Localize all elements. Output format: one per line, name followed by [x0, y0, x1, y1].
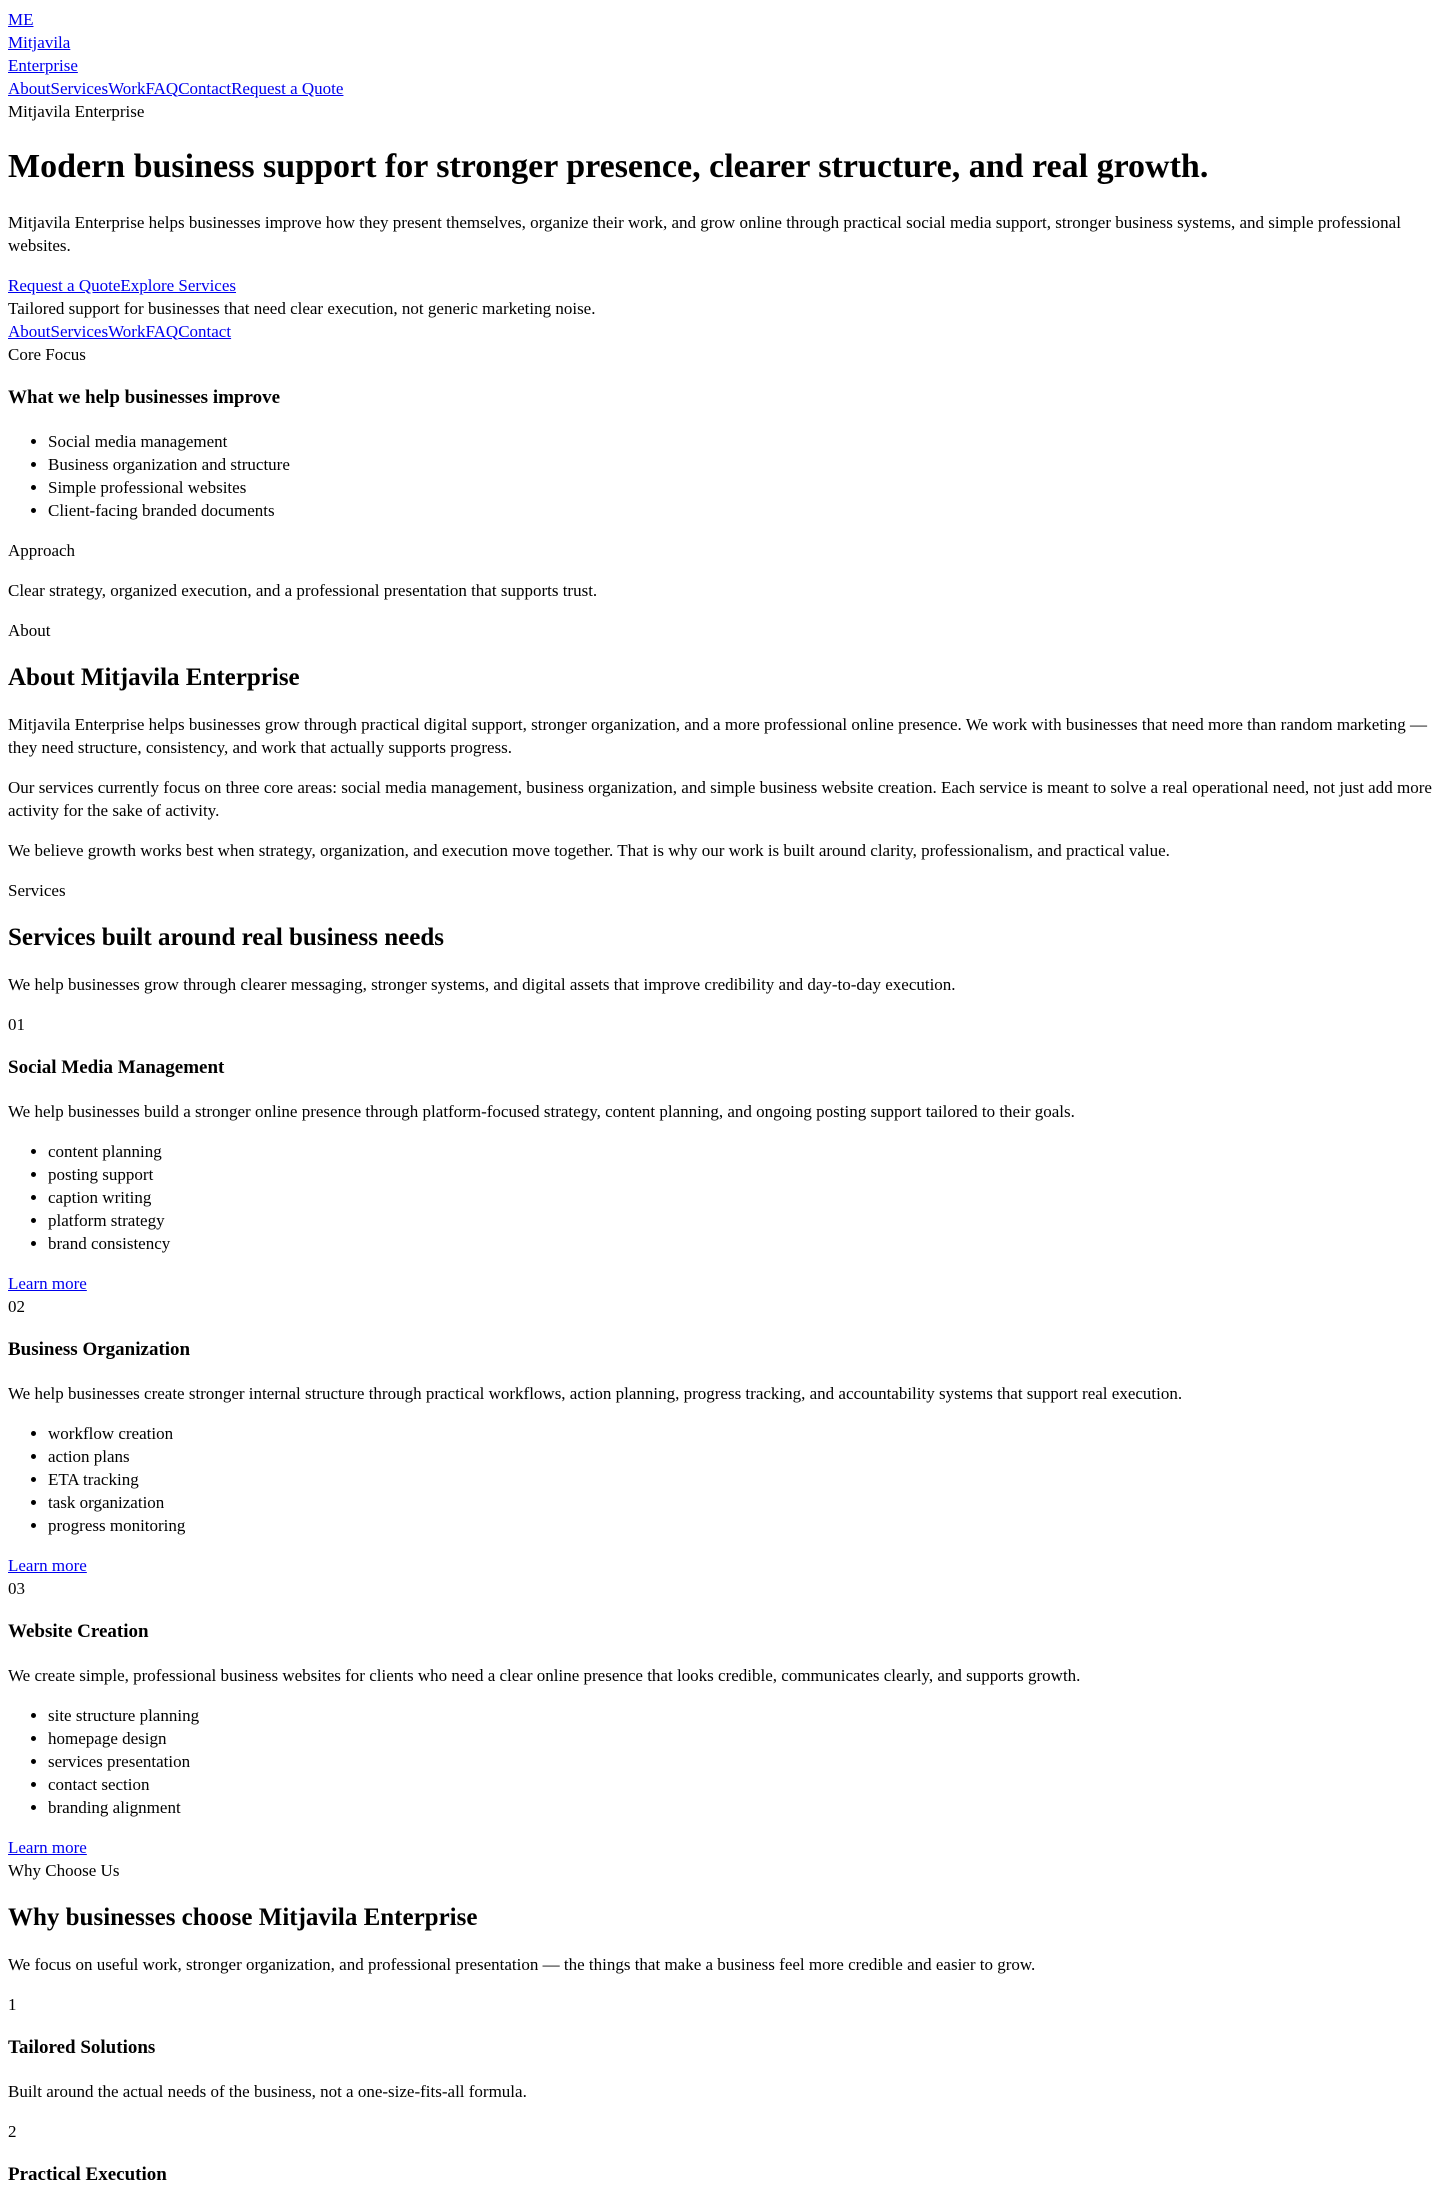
list-item: • Business organization and structure	[48, 453, 1432, 476]
why-item-title: Practical Execution	[8, 2164, 167, 2185]
list-item: • progress monitoring	[48, 1514, 1432, 1537]
why-label: Why Choose Us	[8, 1861, 120, 1880]
service-number: 01	[8, 1015, 25, 1034]
list-item: • posting support	[48, 1163, 1432, 1186]
nav-services[interactable]: Services	[50, 79, 109, 98]
why-number: 1	[8, 1995, 17, 2014]
service-text: We create simple, professional business websites for clients who need a clear online presence that looks credible, communicates clearly, and supports growth.	[8, 1666, 1081, 1685]
hero-title: Modern business support for stronger presence, clearer structure, and real growth.	[8, 148, 1209, 185]
service-card-business-organization	[8, 1295, 1432, 1577]
about-section	[8, 619, 1432, 862]
list-item: • task organization	[48, 1491, 1432, 1514]
core-focus-label: Core Focus	[8, 345, 86, 364]
list-item: • branding alignment	[48, 1796, 1432, 1819]
subnav-services[interactable]: Services	[50, 322, 109, 341]
service-number: 03	[8, 1579, 25, 1598]
hero-text: Mitjavila Enterprise helps businesses improve how they present themselves, organize their work, and grow online through practical social media support, stronger business systems, and simple professional websites.	[8, 213, 1401, 255]
service-features	[8, 1422, 1432, 1537]
logo-line2-link[interactable]: Enterprise	[8, 56, 78, 75]
site-header	[8, 8, 1432, 100]
list-item: • Social media management	[48, 430, 1432, 453]
service-title: Website Creation	[8, 1621, 149, 1642]
about-title: About Mitjavila Enterprise	[8, 664, 300, 691]
service-card-social-media	[8, 1013, 1432, 1295]
why-item-title: Tailored Solutions	[8, 2037, 156, 2058]
list-item: • Client-facing branded documents	[48, 499, 1432, 522]
list-item: • brand consistency	[48, 1232, 1432, 1255]
list-item: • ETA tracking	[48, 1468, 1432, 1491]
list-item: • Simple professional websites	[48, 476, 1432, 499]
about-paragraph: We believe growth works best when strategy, organization, and execution move together. That is why our work is built around clarity, professionalism, and practical value.	[8, 841, 1170, 860]
list-item: • site structure planning	[48, 1704, 1432, 1727]
why-intro: We focus on useful work, stronger organization, and professional presentation — the things that make a business feel more credible and easier to grow.	[8, 1955, 1036, 1974]
hero-eyebrow: Mitjavila Enterprise	[8, 102, 145, 121]
logo-line1-link[interactable]: Mitjavila	[8, 33, 71, 52]
main-nav	[8, 77, 1432, 100]
service-text: We help businesses create stronger internal structure through practical workflows, action planning, progress tracking, and accountability systems that support real execution.	[8, 1384, 1183, 1403]
list-item: • caption writing	[48, 1186, 1432, 1209]
learn-more-link[interactable]: Learn more	[8, 1838, 87, 1857]
services-title: Services built around real business needs	[8, 924, 444, 951]
about-paragraph: Our services currently focus on three core areas: social media management, business organization, and simple business website creation. Each service is meant to solve a real operational need, not just add more activity for the sake of activity.	[8, 778, 1432, 820]
learn-more-link[interactable]: Learn more	[8, 1274, 87, 1293]
why-number: 2	[8, 2122, 17, 2141]
list-item: • platform strategy	[48, 1209, 1432, 1232]
service-card-website-creation	[8, 1577, 1432, 1859]
why-item-text: Built around the actual needs of the business, not a one-size-fits-all formula.	[8, 2082, 527, 2101]
why-section	[8, 1859, 1432, 2188]
core-focus-title: What we help businesses improve	[8, 387, 281, 408]
subnav-work[interactable]: Work	[108, 322, 146, 341]
service-features	[8, 1140, 1432, 1255]
approach-label: Approach	[8, 541, 76, 560]
list-item: • workflow creation	[48, 1422, 1432, 1445]
list-item: • contact section	[48, 1773, 1432, 1796]
services-section	[8, 879, 1432, 1859]
hero-subnav	[8, 320, 1432, 343]
subnav-contact[interactable]: Contact	[178, 322, 232, 341]
nav-about[interactable]: About	[8, 79, 51, 98]
hero-note: Tailored support for businesses that need clear execution, not generic marketing noise.	[8, 299, 596, 318]
list-item: • services presentation	[48, 1750, 1432, 1773]
learn-more-link[interactable]: Learn more	[8, 1556, 87, 1575]
service-title: Social Media Management	[8, 1057, 225, 1078]
list-item: • homepage design	[48, 1727, 1432, 1750]
request-quote-button[interactable]: Request a Quote	[8, 276, 121, 295]
subnav-about[interactable]: About	[8, 322, 51, 341]
services-intro: We help businesses grow through clearer messaging, stronger systems, and digital assets that improve credibility and day-to-day execution.	[8, 975, 956, 994]
hero-section	[8, 100, 1432, 602]
approach-text: Clear strategy, organized execution, and a professional presentation that supports trust.	[8, 581, 598, 600]
service-text: We help businesses build a stronger online presence through platform-focused strategy, content planning, and ongoing posting support tailored to their goals.	[8, 1102, 1075, 1121]
service-features	[8, 1704, 1432, 1819]
about-label: About	[8, 621, 51, 640]
service-number: 02	[8, 1297, 25, 1316]
list-item: • action plans	[48, 1445, 1432, 1468]
nav-faq[interactable]: FAQ	[145, 79, 179, 98]
about-paragraph: Mitjavila Enterprise helps businesses grow through practical digital support, stronger organization, and a more professional online presence. We work with businesses that need more than random marketing — they need structure, consistency, and work that actually supports progress.	[8, 715, 1428, 757]
list-item: • content planning	[48, 1140, 1432, 1163]
core-focus-list	[8, 430, 1432, 522]
nav-request-quote[interactable]: Request a Quote	[231, 79, 344, 98]
logo-mark-link[interactable]: ME	[8, 10, 34, 29]
service-title: Business Organization	[8, 1339, 191, 1360]
services-label: Services	[8, 881, 66, 900]
hero-ctas	[8, 274, 1432, 297]
why-title: Why businesses choose Mitjavila Enterprise	[8, 1904, 478, 1931]
explore-services-button[interactable]: Explore Services	[120, 276, 237, 295]
nav-work[interactable]: Work	[108, 79, 146, 98]
nav-contact[interactable]: Contact	[178, 79, 232, 98]
subnav-faq[interactable]: FAQ	[145, 322, 179, 341]
